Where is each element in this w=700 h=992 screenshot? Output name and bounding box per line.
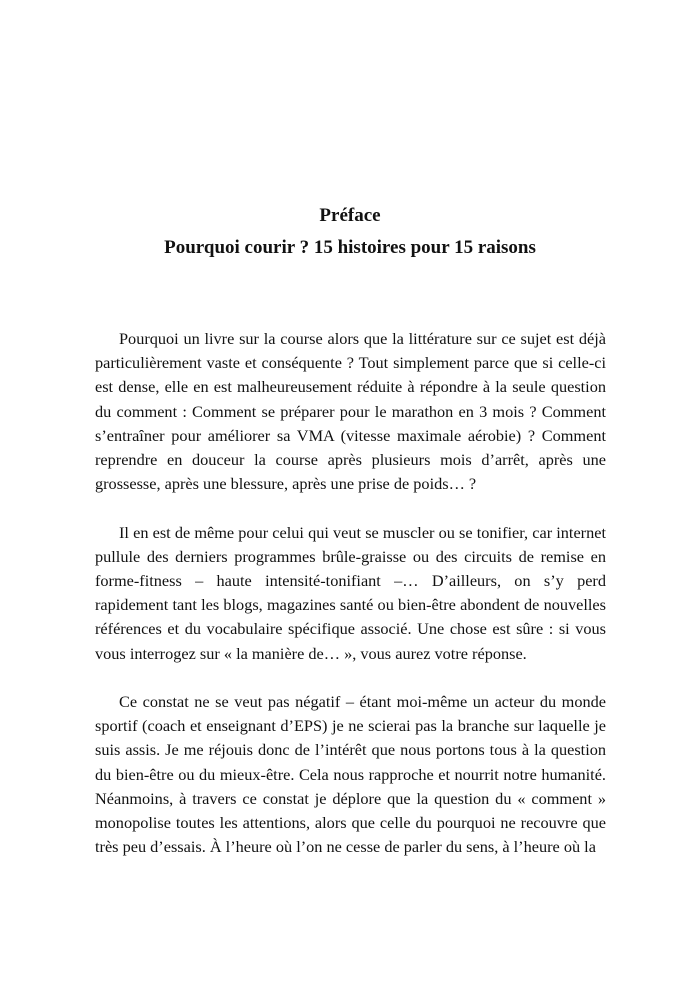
- preface-title: Préface: [319, 205, 381, 226]
- paragraph-3: Ce constat ne se veut pas négatif – étant moi-même un acteur du monde sportif (coach et enseignant d’EPS) je ne scierai pas la branche sur laquelle je suis assis. Je me réjouis donc de l’intérêt que nous portons tous à la question du bien-être ou du mieux-être. Cela nous rapproche et nourrit notre humanité. Néanmoins, à travers ce constat je déplore que la question du « comment » monopolise toutes les attentions, alors que celle du pourquoi ne recouvre que très peu d’essais. À l’heure où l’on ne cesse de parler du sens, à l’heure où la: [95, 692, 606, 857]
- chapter-heading: [0, 200, 700, 264]
- paragraph-1: Pourquoi un livre sur la course alors que la littérature sur ce sujet est déjà particulièrement vaste et conséquente ? Tout simplement parce que si celle-ci est dense, elle en est malheureusement réduite à répondre à la seule question du comment : Comment se préparer pour le marathon en 3 mois ? Comment s’entraîner pour améliorer sa VMA (vitesse maximale aérobie) ? Comment reprendre en douceur la course après plusieurs mois d’arrêt, après une grossesse, après une blessure, après une prise de poids… ?: [95, 329, 606, 494]
- body-text: [95, 327, 606, 884]
- preface-subtitle: Pourquoi courir ? 15 histoires pour 15 raisons: [164, 237, 536, 258]
- paragraph-2: Il en est de même pour celui qui veut se muscler ou se tonifier, car internet pullule des derniers programmes brûle-graisse ou des circuits de remise en forme-fitness – haute intensité-tonifiant –… D’ailleurs, on s’y perd rapidement tant les blogs, magazines santé ou bien-être abondent de nouvelles références et du vocabulaire spécifique associé. Une chose est sûre : si vous vous interrogez sur « la manière de… », vous aurez votre réponse.: [95, 522, 606, 663]
